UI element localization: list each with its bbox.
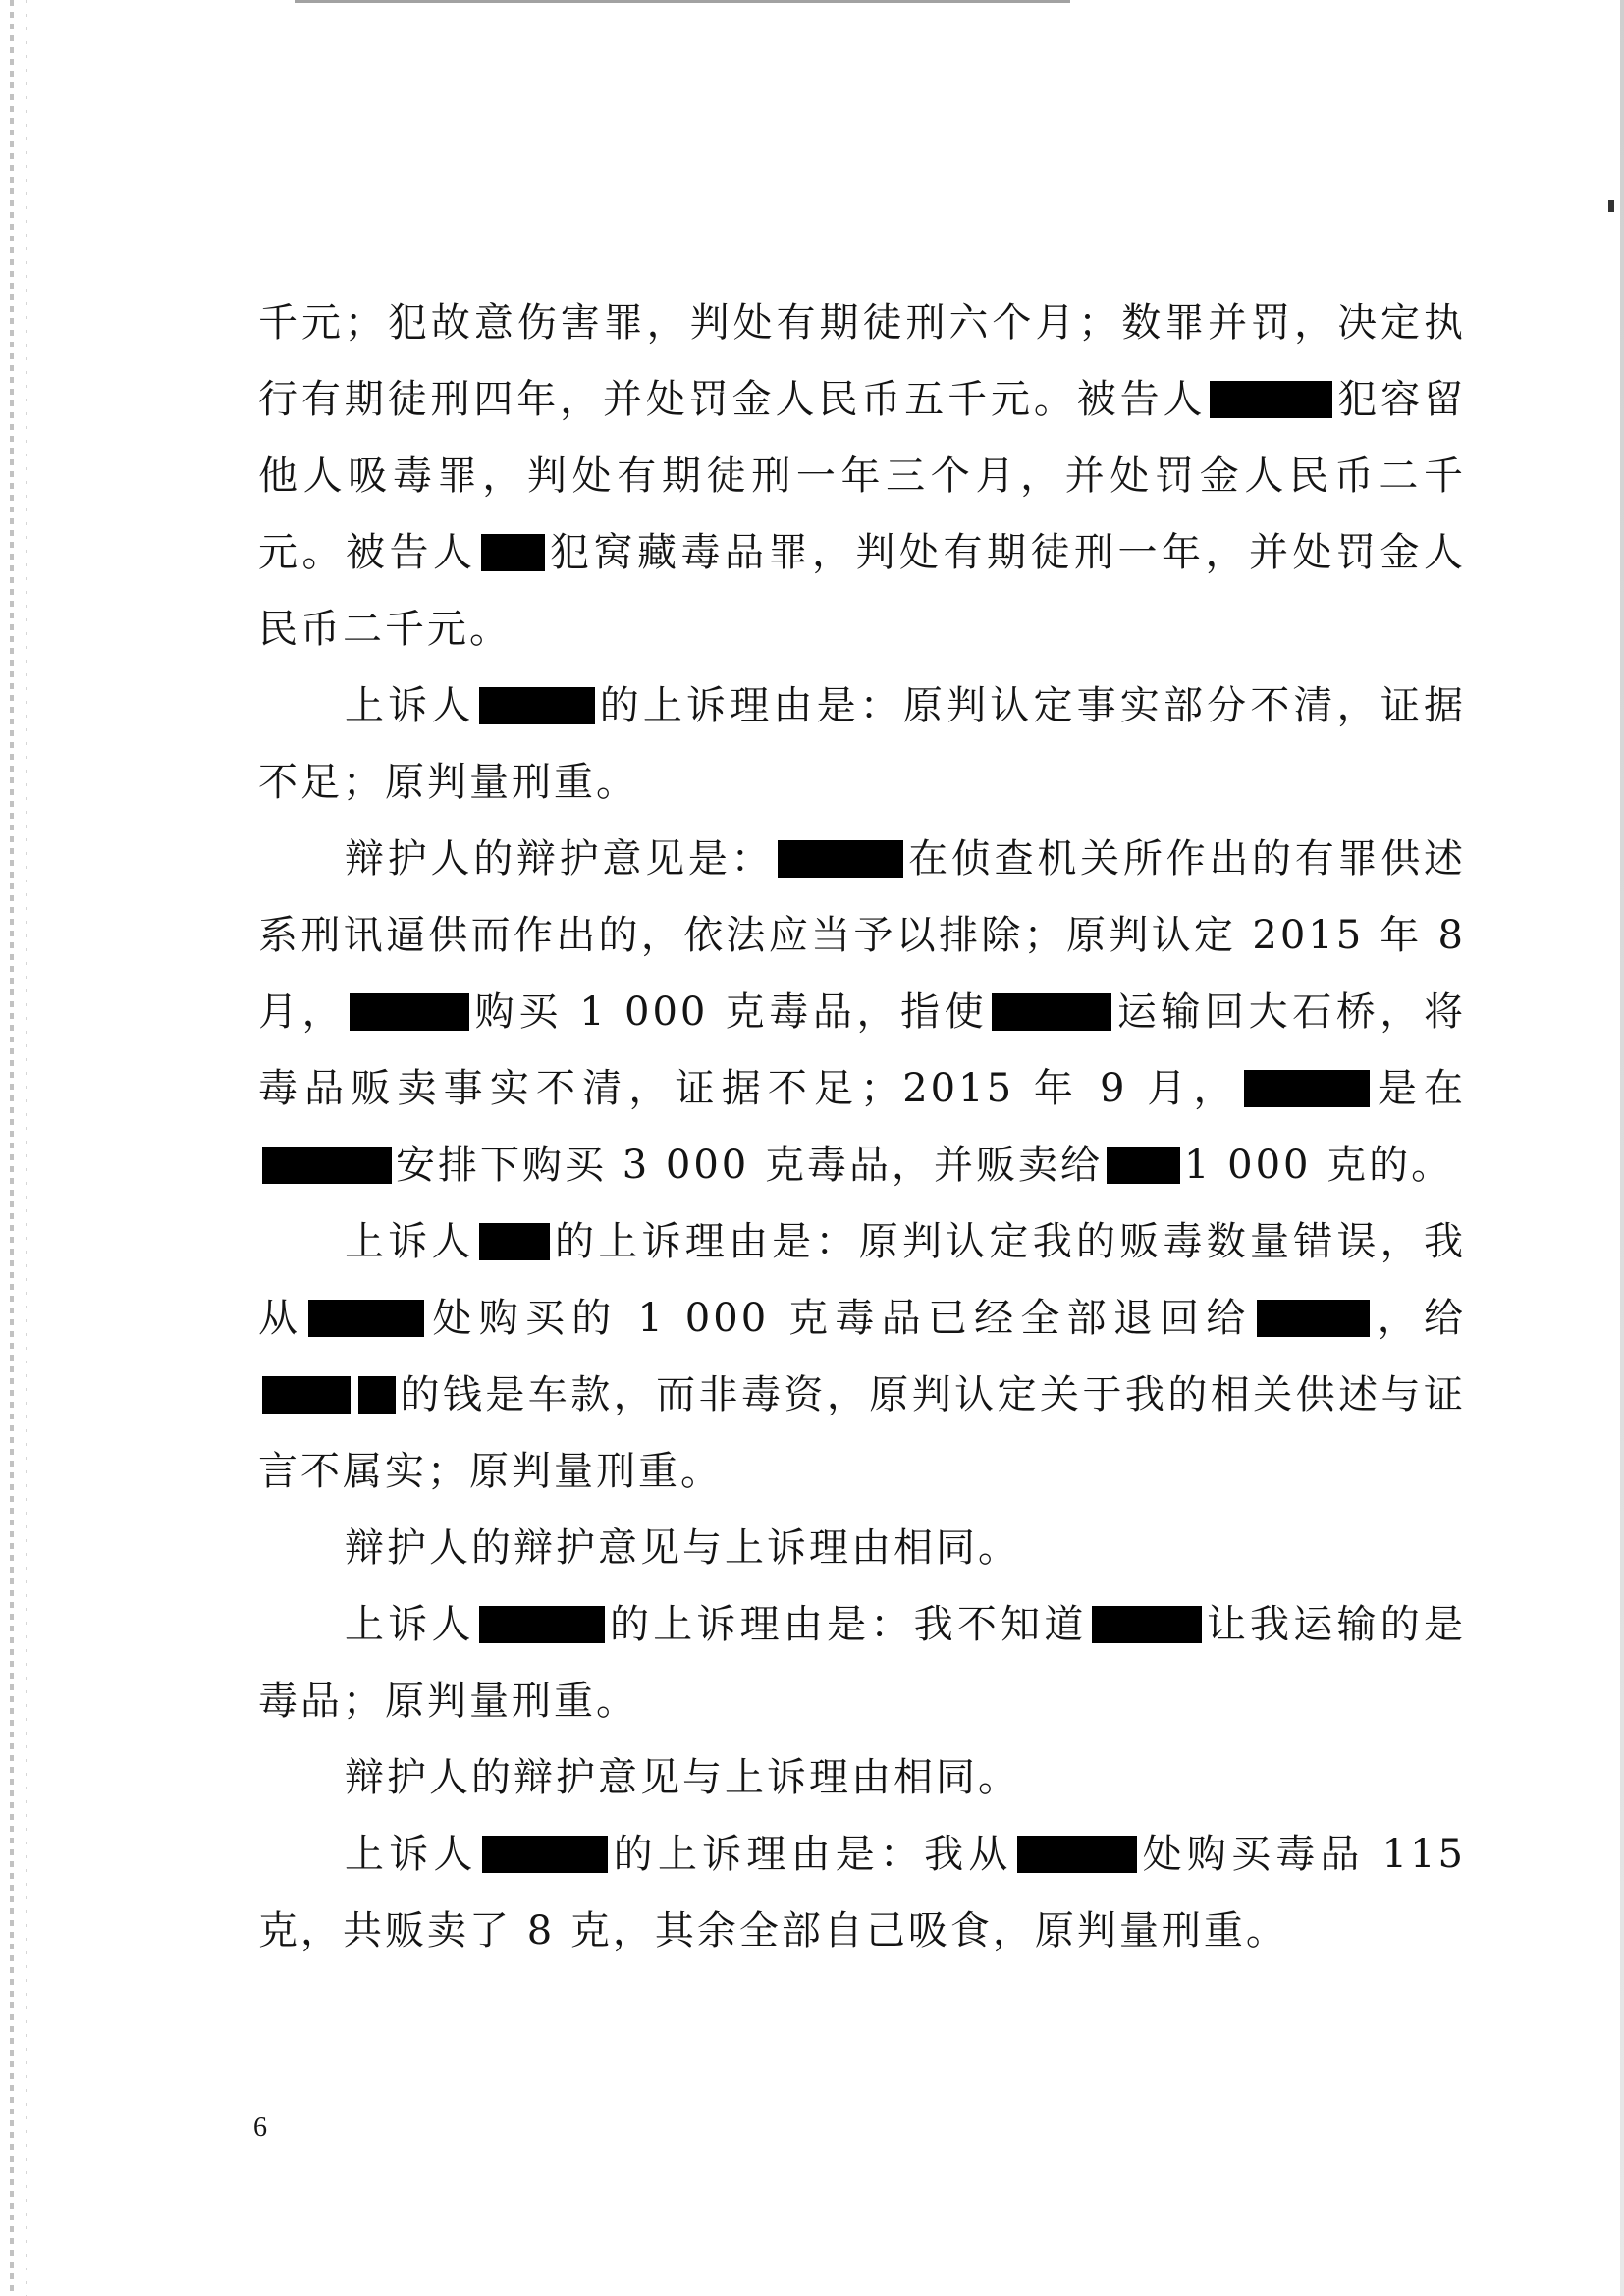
text-segment: 辩护人的辩护意见与上诉理由相同。 — [345, 1525, 1020, 1571]
text-segment: 上诉人 — [345, 1602, 475, 1647]
redaction-bar — [262, 1376, 351, 1414]
scan-edge-left-inner — [26, 0, 27, 2296]
redaction-bar — [308, 1300, 424, 1337]
redaction-bar — [1244, 1070, 1370, 1107]
redaction-bar — [262, 1147, 392, 1184]
redaction-bar — [992, 993, 1111, 1031]
text-segment: 购买 1 000 克毒品，指使 — [473, 989, 989, 1035]
paragraph — [258, 1586, 1466, 1739]
redaction-bar — [1210, 381, 1332, 418]
text-segment: 安排下购买 3 000 克毒品，并贩卖给 — [396, 1143, 1103, 1188]
paragraph — [258, 285, 1466, 667]
text-segment: 是在 — [1373, 1066, 1466, 1111]
text-segment: 处购买毒品 115 克，共贩卖了 8 克，其余全部自己吸食，原判量刑重。 — [258, 1832, 1467, 1953]
redaction-bar — [482, 1836, 608, 1873]
redaction-bar — [479, 687, 595, 724]
redaction-bar — [1107, 1147, 1180, 1184]
scan-edge-top — [295, 0, 1070, 3]
text-segment: 上诉人 — [345, 683, 475, 728]
text-segment: 辩护人的辩护意见是： — [345, 836, 775, 881]
redaction-bar — [350, 993, 469, 1031]
redaction-bar — [1257, 1300, 1370, 1337]
paragraph — [258, 667, 1466, 821]
text-segment: 上诉人 — [345, 1832, 478, 1877]
redaction-bar — [1092, 1606, 1202, 1643]
redaction-bar — [481, 534, 545, 571]
text-segment: 的上诉理由是：原判认定我的贩毒数量错误，我从 — [258, 1219, 1466, 1341]
paragraph — [258, 1739, 1466, 1816]
text-segment: 上诉人 — [345, 1219, 475, 1264]
page-number: 6 — [253, 2112, 267, 2143]
text-segment: 犯容留他人吸毒罪，判处有期徒刑一年三个月，并处罚金人民币二千元。被告人 — [258, 377, 1466, 575]
text-segment: 1 000 克的。 — [1183, 1143, 1454, 1188]
text-segment: 的钱是车款，而非毒资，原判认定关于我的相关供述与证言不属实；原判量刑重。 — [258, 1372, 1466, 1494]
redaction-bar — [778, 840, 903, 878]
redaction-bar — [358, 1376, 396, 1414]
text-segment: 千元；犯故意伤害罪，判处有期徒刑六个月；数罪并罚，决定执行有期徒刑四年，并处罚金人民币五千元。被告人 — [258, 300, 1466, 422]
paragraph — [258, 821, 1466, 1203]
redaction-bar — [1017, 1836, 1137, 1873]
text-segment: 的上诉理由是：原判认定事实部分不清，证据不足；原判量刑重。 — [258, 683, 1467, 805]
text-segment: 犯窝藏毒品罪，判处有期徒刑一年，并处罚金人民币二千元。 — [258, 530, 1466, 652]
paragraph — [258, 1816, 1466, 1969]
text-segment: 的上诉理由是：我从 — [611, 1832, 1013, 1877]
text-segment: 让我运输的是毒品；原判量刑重。 — [258, 1602, 1467, 1724]
document-body — [258, 285, 1466, 1969]
scan-edge-right — [1620, 0, 1624, 2296]
text-segment: ，给 — [1373, 1296, 1467, 1341]
text-segment: 在侦查机关所作出的有罪供述系刑讯逼供而作出的，依法应当予以排除；原判认定 2015 年 8 月， — [258, 836, 1467, 1035]
text-segment: 运输回大石桥，将毒品贩卖事实不清，证据不足；2015 年 9 月， — [258, 989, 1466, 1111]
redaction-bar — [479, 1606, 605, 1643]
scan-mark — [1608, 200, 1614, 212]
text-segment: 辩护人的辩护意见与上诉理由相同。 — [345, 1755, 1020, 1800]
text-segment: 处购买的 1 000 克毒品已经全部退回给 — [428, 1296, 1253, 1341]
text-segment: 的上诉理由是：我不知道 — [608, 1602, 1088, 1647]
paragraph — [258, 1203, 1466, 1510]
redaction-bar — [479, 1223, 550, 1260]
paragraph — [258, 1510, 1466, 1586]
scan-edge-left — [10, 0, 14, 2296]
